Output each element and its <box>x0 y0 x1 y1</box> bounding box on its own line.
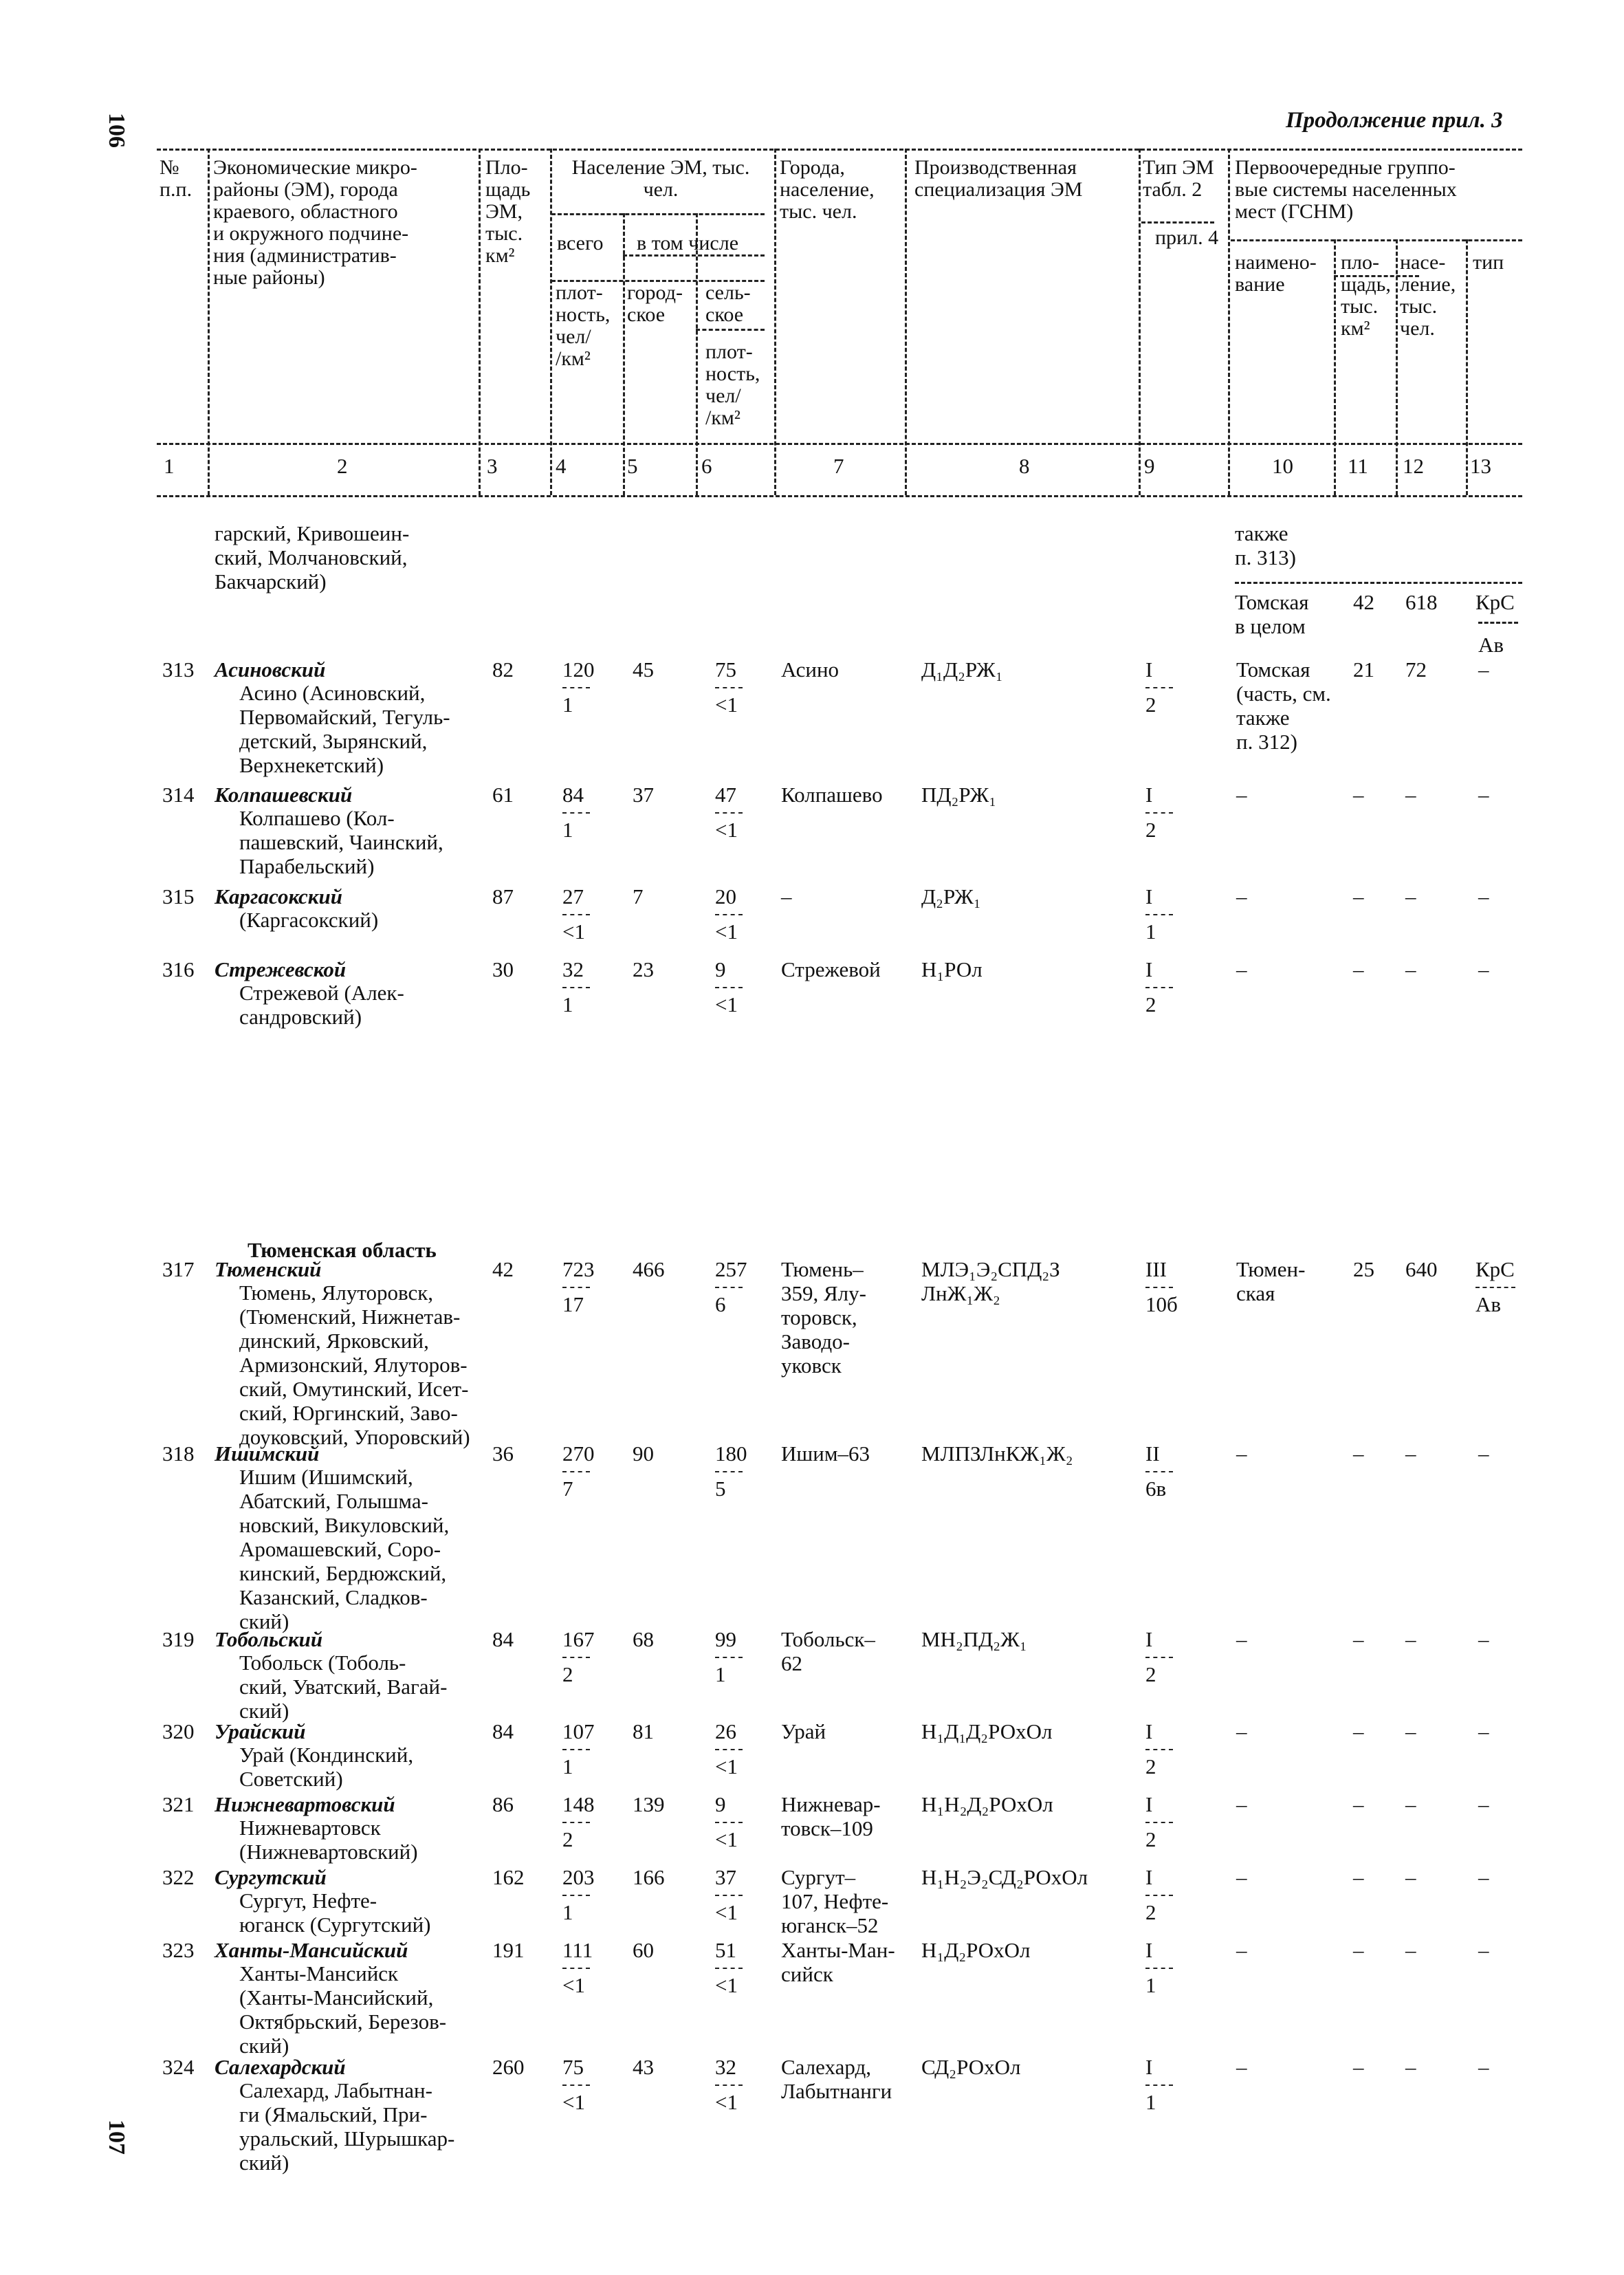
col-num-12: 12 <box>1403 454 1424 478</box>
specialization: ПД₂РЖ₁ <box>921 783 997 807</box>
col-num-1: 1 <box>164 454 175 478</box>
em-type-denominator: 2 <box>1145 693 1156 717</box>
microregion-description: Урай (Кондинский, Советский) <box>239 1743 414 1791</box>
gsnm-name: – <box>1236 884 1247 908</box>
gsnm-population: – <box>1405 1627 1416 1651</box>
cities: Ишим–63 <box>781 1441 870 1466</box>
header-density: плот- ность, чел/ /км² <box>556 281 611 370</box>
em-type-numerator: I <box>1145 1792 1153 1816</box>
gsnm-area: 25 <box>1353 1257 1374 1281</box>
gsnm-name: – <box>1236 1441 1247 1466</box>
em-type <box>1145 1792 1173 1851</box>
microregion-name: Стрежевской <box>215 957 347 981</box>
row-number: 319 <box>162 1627 195 1651</box>
header-gsnm: Первоочередные группо- вые системы населенных мест (ГСНМ) <box>1235 156 1457 223</box>
total-population <box>562 957 590 1016</box>
gsnm-name: – <box>1236 1865 1247 1889</box>
rural-population-numerator: 51 <box>715 1938 736 1962</box>
area: 191 <box>492 1938 525 1962</box>
urban-population: 43 <box>633 2055 654 2079</box>
rural-population-numerator: 257 <box>715 1257 747 1281</box>
cities: Нижневар- товск–109 <box>781 1792 881 1840</box>
header-col-9-bottom: прил. 4 <box>1155 226 1219 249</box>
rural-population-denominator: 6 <box>715 1292 726 1316</box>
rural-population <box>715 1627 743 1686</box>
rural-population <box>715 1938 743 1997</box>
urban-population: 68 <box>633 1627 654 1651</box>
header-col-3: Пло- щадь ЭМ, тыс. км² <box>485 156 531 267</box>
area: 162 <box>492 1865 525 1889</box>
total-population <box>562 884 590 944</box>
total-population-denominator: 1 <box>562 1754 573 1778</box>
gsnm-population: – <box>1405 1441 1416 1466</box>
row-number: 313 <box>162 657 195 682</box>
em-type-denominator: 6в <box>1145 1477 1167 1501</box>
rural-population-denominator: <1 <box>715 992 738 1016</box>
col-num-2: 2 <box>337 454 348 478</box>
rural-population-denominator: <1 <box>715 818 738 842</box>
gsnm-name: – <box>1236 1938 1247 1962</box>
em-type-numerator: I <box>1145 884 1153 908</box>
urban-population: 45 <box>633 657 654 682</box>
em-type <box>1145 1257 1178 1316</box>
total-population-denominator: 1 <box>562 693 573 717</box>
row-number: 322 <box>162 1865 195 1889</box>
gsnm-name: – <box>1236 2055 1247 2079</box>
gsnm-type: – <box>1478 1441 1489 1466</box>
microregion-description: Тобольск (Тоболь- ский, Уватский, Вагай- ский) <box>239 1651 448 1723</box>
microregion-name: Каргасокский <box>215 884 342 908</box>
total-population-denominator: 2 <box>562 1662 573 1686</box>
urban-population: 90 <box>633 1441 654 1466</box>
gsnm-population: 640 <box>1405 1257 1438 1281</box>
area: 87 <box>492 884 514 908</box>
total-population-numerator: 32 <box>562 957 584 981</box>
total-population-denominator: <1 <box>562 1973 585 1997</box>
rural-population-numerator: 47 <box>715 783 736 807</box>
total-population-denominator: 1 <box>562 818 573 842</box>
gsnm-name: – <box>1236 1627 1247 1651</box>
microregion-name: Салехардский <box>215 2055 346 2079</box>
total-population-denominator: 2 <box>562 1827 573 1851</box>
header-col-10: наимено- вание <box>1235 251 1317 296</box>
microregion-description: Салехард, Лабытнан- ги (Ямальский, При- уральский, Шурышкар- ский) <box>239 2078 455 2175</box>
row-number: 320 <box>162 1719 195 1743</box>
urban-population: 466 <box>633 1257 665 1281</box>
urban-population: 60 <box>633 1938 654 1962</box>
em-type-denominator: 2 <box>1145 992 1156 1016</box>
header-col-8: Производственная специализация ЭМ <box>914 156 1083 201</box>
rural-population <box>715 884 743 944</box>
gsnm-population: – <box>1405 957 1416 981</box>
gsnm-type: – <box>1478 1865 1489 1889</box>
total-population-denominator: 1 <box>562 1900 573 1924</box>
em-type-numerator: I <box>1145 657 1153 682</box>
area: 82 <box>492 657 514 682</box>
total-population-numerator: 203 <box>562 1865 595 1889</box>
microregion-description: Ханты-Мансийск (Ханты-Мансийский, Октябрьский, Березов- ский) <box>239 1961 447 2058</box>
cities: Тюмень– 359, Ялу- торовск, Заводо- уковск <box>781 1257 866 1378</box>
rural-population-denominator: <1 <box>715 1827 738 1851</box>
row-number: 317 <box>162 1257 195 1281</box>
total-population-numerator: 84 <box>562 783 584 807</box>
area: 84 <box>492 1719 514 1743</box>
cities: Салехард, Лабытнанги <box>781 2055 892 2103</box>
em-type <box>1145 657 1173 717</box>
total-population <box>562 657 595 717</box>
specialization: СД₂РОхОл <box>921 2055 1021 2079</box>
specialization: Д₂РЖ₁ <box>921 884 981 908</box>
gsnm-area: – <box>1353 2055 1364 2079</box>
gsnm-population: – <box>1405 1865 1416 1889</box>
rural-population-denominator: <1 <box>715 1754 738 1778</box>
cities: Тобольск– 62 <box>781 1627 875 1675</box>
gsnm-area: – <box>1353 1441 1364 1466</box>
total-population <box>562 1719 595 1778</box>
em-type <box>1145 1441 1173 1501</box>
microregion-name: Нижневартовский <box>215 1792 395 1816</box>
row-number: 314 <box>162 783 195 807</box>
header-incl: в том числе <box>637 232 739 254</box>
header-col-2: Экономические микро- районы (ЭМ), города краевого, областного и окружного подчине- ния (административ- ные районы) <box>213 156 417 289</box>
total-population <box>562 1441 595 1501</box>
gsnm-area: 21 <box>1353 657 1374 682</box>
gsnm-reference-313: также п. 313) <box>1235 521 1296 569</box>
specialization: Д₁Д₂РЖ₁ <box>921 657 1003 682</box>
em-type-numerator: I <box>1145 1938 1153 1962</box>
header-col-12: насе- ление, тыс. чел. <box>1400 251 1456 340</box>
em-type <box>1145 884 1173 944</box>
page-number-bottom: 107 <box>104 2120 129 2155</box>
col-num-11: 11 <box>1348 454 1368 478</box>
em-type <box>1145 2055 1173 2114</box>
em-type <box>1145 783 1173 842</box>
area: 30 <box>492 957 514 981</box>
em-type-denominator: 2 <box>1145 1754 1156 1778</box>
total-population-denominator: <1 <box>562 919 585 944</box>
gsnm-type: – <box>1478 2055 1489 2079</box>
rural-population-denominator: <1 <box>715 919 738 944</box>
em-type-numerator: II <box>1145 1441 1160 1466</box>
rural-population-denominator: <1 <box>715 693 738 717</box>
rural-population-denominator: 5 <box>715 1477 726 1501</box>
total-population <box>562 1257 595 1316</box>
col-num-6: 6 <box>701 454 712 478</box>
col-num-7: 7 <box>833 454 844 478</box>
gsnm-type-bottom: Ав <box>1475 1292 1502 1316</box>
em-type-numerator: I <box>1145 957 1153 981</box>
header-rural-density: плот- ность, чел/ /км² <box>705 340 760 429</box>
em-type-numerator: III <box>1145 1257 1167 1281</box>
row-number: 323 <box>162 1938 195 1962</box>
rural-population-numerator: 99 <box>715 1627 736 1651</box>
rural-population <box>715 1792 743 1851</box>
em-type-denominator: 2 <box>1145 1827 1156 1851</box>
microregion-description: Асино (Асиновский, Первомайский, Тегуль- детский, Зырянский, Верхнекетский) <box>239 681 450 777</box>
row-number: 315 <box>162 884 195 908</box>
total-population-numerator: 107 <box>562 1719 595 1743</box>
microregion-name: Урайский <box>215 1719 306 1743</box>
header-col-11: пло- щадь, тыс. км² <box>1341 251 1391 340</box>
gsnm-type: – <box>1478 1938 1489 1962</box>
microregion-description: Тюмень, Ялуторовск, (Тюменский, Нижнетав- динский, Ярковский, Армизонский, Ялуторов- ский, Омутинский, Исет- ский, Юргинский, Заво- доуковский, Упоровский) <box>239 1281 470 1449</box>
gsnm-population: – <box>1405 884 1416 908</box>
gsnm-type-top: КрС <box>1475 1257 1515 1281</box>
microregion-name: Ханты-Мансийский <box>215 1938 408 1962</box>
microregion-name: Тюменский <box>215 1257 322 1281</box>
microregion-description: Сургут, Нефте- юганск (Сургутский) <box>239 1888 431 1937</box>
header-total: всего <box>557 232 604 254</box>
microregion-name: Тобольский <box>215 1627 323 1651</box>
em-type-numerator: I <box>1145 1865 1153 1889</box>
page-number-top: 106 <box>104 113 129 148</box>
gsnm-population: – <box>1405 783 1416 807</box>
rural-population-numerator: 32 <box>715 2055 736 2079</box>
specialization: Н₁Н₂Э₂СД₂РОхОл <box>921 1865 1088 1889</box>
gsnm-name: – <box>1236 1719 1247 1743</box>
microregion-description: (Каргасокский) <box>239 908 379 932</box>
total-population <box>562 783 590 842</box>
total-population <box>562 1865 595 1924</box>
total-population <box>562 1792 595 1851</box>
total-population-numerator: 723 <box>562 1257 595 1281</box>
gsnm-population: – <box>1405 2055 1416 2079</box>
specialization: Н₁Д₂РОхОл <box>921 1938 1031 1962</box>
total-population-denominator: <1 <box>562 2090 585 2114</box>
rural-population-numerator: 75 <box>715 657 736 682</box>
rural-population-denominator: 1 <box>715 1662 726 1686</box>
gsnm-area: – <box>1353 1938 1364 1962</box>
em-type <box>1145 1719 1173 1778</box>
specialization: МЛЭ₁Э₂СПД₂З ЛнЖ₁Ж₂ <box>921 1257 1060 1305</box>
cities: Урай <box>781 1719 826 1743</box>
cities: – <box>781 884 792 908</box>
gsnm-name: – <box>1236 957 1247 981</box>
gsnm-type: – <box>1478 957 1489 981</box>
gsnm-type: – <box>1478 1792 1489 1816</box>
gsnm-area: – <box>1353 1627 1364 1651</box>
urban-population: 37 <box>633 783 654 807</box>
gsnm-total-type-top: КрС <box>1475 590 1515 614</box>
total-population-numerator: 167 <box>562 1627 595 1651</box>
rural-population-numerator: 26 <box>715 1719 736 1743</box>
microregion-description: Ишим (Ишимский, Абатский, Голышма- новский, Викуловский, Аромашевский, Соро- кинский, Бердюжский, Казанский, Сладков- ский) <box>239 1465 450 1633</box>
region-title: Тюменская область <box>248 1238 437 1262</box>
header-col-1: № п.п. <box>160 156 193 201</box>
gsnm-type: – <box>1478 783 1489 807</box>
rural-population-denominator: <1 <box>715 1900 738 1924</box>
em-type <box>1145 1627 1173 1686</box>
em-type-numerator: I <box>1145 1627 1153 1651</box>
urban-population: 81 <box>633 1719 654 1743</box>
row-number: 321 <box>162 1792 195 1816</box>
gsnm-area: – <box>1353 783 1364 807</box>
total-population-numerator: 120 <box>562 657 595 682</box>
gsnm-area: – <box>1353 1792 1364 1816</box>
specialization: Н₁Н₂Д₂РОхОл <box>921 1792 1053 1816</box>
microregion-name: Сургутский <box>215 1865 327 1889</box>
rural-population-denominator: <1 <box>715 1973 738 1997</box>
col-num-10: 10 <box>1272 454 1293 478</box>
total-population <box>562 1938 593 1997</box>
header-col-13: тип <box>1473 251 1504 274</box>
microregion-description: Колпашево (Кол- пашевский, Чаинский, Парабельский) <box>239 806 443 878</box>
gsnm-population: – <box>1405 1792 1416 1816</box>
area: 84 <box>492 1627 514 1651</box>
rural-population <box>715 1441 747 1501</box>
area: 42 <box>492 1257 514 1281</box>
col-num-9: 9 <box>1144 454 1155 478</box>
gsnm-population: – <box>1405 1719 1416 1743</box>
gsnm-name: Тюмен- ская <box>1236 1257 1306 1305</box>
total-population-numerator: 75 <box>562 2055 584 2079</box>
em-type-denominator: 1 <box>1145 2090 1156 2114</box>
gsnm-area: – <box>1353 1719 1364 1743</box>
em-type-denominator: 10б <box>1145 1292 1178 1316</box>
col-num-5: 5 <box>627 454 638 478</box>
gsnm-type: – <box>1478 1719 1489 1743</box>
rural-population-numerator: 9 <box>715 957 726 981</box>
rural-population-numerator: 20 <box>715 884 736 908</box>
specialization: Н₁РОл <box>921 957 983 981</box>
total-population-numerator: 27 <box>562 884 584 908</box>
gsnm-population: – <box>1405 1938 1416 1962</box>
header-col-9-top: Тип ЭМ табл. 2 <box>1143 156 1214 201</box>
urban-population: 23 <box>633 957 654 981</box>
gsnm-area: – <box>1353 957 1364 981</box>
microregion-name: Колпашевский <box>215 783 353 807</box>
gsnm-area: – <box>1353 884 1364 908</box>
gsnm-total-area: 42 <box>1353 590 1374 614</box>
gsnm-type: – <box>1478 1627 1489 1651</box>
em-type-denominator: 2 <box>1145 1900 1156 1924</box>
em-type <box>1145 957 1173 1016</box>
header-col-7: Города, население, тыс. чел. <box>780 156 875 223</box>
rural-population-numerator: 37 <box>715 1865 736 1889</box>
gsnm-type: – <box>1478 884 1489 908</box>
em-type-denominator: 1 <box>1145 1973 1156 1997</box>
microregion-name: Асиновский <box>215 657 326 682</box>
rural-population <box>715 1257 747 1316</box>
row-number: 324 <box>162 2055 195 2079</box>
gsnm-name: – <box>1236 1792 1247 1816</box>
rural-population <box>715 783 743 842</box>
total-population-numerator: 111 <box>562 1938 593 1962</box>
cities: Ханты-Ман- сийск <box>781 1938 895 1986</box>
urban-population: 139 <box>633 1792 665 1816</box>
rural-population <box>715 1865 743 1924</box>
em-type <box>1145 1938 1173 1997</box>
header-urban: город- ское <box>627 281 683 326</box>
specialization: МЛПЗЛнКЖ₁Ж₂ <box>921 1441 1073 1466</box>
em-type-numerator: I <box>1145 2055 1153 2079</box>
em-type-denominator: 2 <box>1145 1662 1156 1686</box>
total-population-denominator: 7 <box>562 1477 573 1501</box>
total-population <box>562 1627 595 1686</box>
area: 260 <box>492 2055 525 2079</box>
total-population <box>562 2055 590 2114</box>
urban-population: 7 <box>633 884 644 908</box>
cities: Колпашево <box>781 783 883 807</box>
cities: Сургут– 107, Нефте- юганск–52 <box>781 1865 889 1937</box>
area: 86 <box>492 1792 514 1816</box>
col-num-4: 4 <box>556 454 567 478</box>
rural-population-denominator: <1 <box>715 2090 738 2114</box>
total-population-numerator: 270 <box>562 1441 595 1466</box>
gsnm-total-type-bottom: Ав <box>1478 633 1504 657</box>
gsnm-name: – <box>1236 783 1247 807</box>
header-population: Население ЭМ, тыс. чел. <box>571 156 750 201</box>
continued-text: гарский, Кривошеин- ский, Молчановский, Бакчарский) <box>215 521 410 594</box>
total-population-denominator: 17 <box>562 1292 584 1316</box>
rural-population <box>715 2055 743 2114</box>
rural-population <box>715 957 743 1016</box>
rural-population-numerator: 180 <box>715 1441 747 1466</box>
gsnm-name: Томская (часть, см. также п. 312) <box>1236 657 1331 754</box>
gsnm-total-name: Томская в целом <box>1235 590 1309 638</box>
em-type-denominator: 1 <box>1145 919 1156 944</box>
cities: Стрежевой <box>781 957 881 981</box>
microregion-name: Ишимский <box>215 1441 320 1466</box>
microregion-description: Стрежевой (Алек- сандровский) <box>239 981 404 1029</box>
em-type-denominator: 2 <box>1145 818 1156 842</box>
rural-population <box>715 657 743 717</box>
em-type <box>1145 1865 1173 1924</box>
specialization: МН₂ПД₂Ж₁ <box>921 1627 1027 1651</box>
col-num-3: 3 <box>487 454 498 478</box>
cities: Асино <box>781 657 840 682</box>
total-population-numerator: 148 <box>562 1792 595 1816</box>
col-num-8: 8 <box>1019 454 1030 478</box>
col-num-13: 13 <box>1470 454 1491 478</box>
urban-population: 166 <box>633 1865 665 1889</box>
area: 61 <box>492 783 514 807</box>
header-rural: сель- ское <box>705 281 751 326</box>
area: 36 <box>492 1441 514 1466</box>
gsnm-type: – <box>1478 657 1489 682</box>
rural-population <box>715 1719 743 1778</box>
microregion-description: Нижневартовск (Нижневартовский) <box>239 1816 418 1864</box>
continuation-note: Продолжение прил. 3 <box>1286 108 1503 133</box>
row-number: 316 <box>162 957 195 981</box>
gsnm-area: – <box>1353 1865 1364 1889</box>
gsnm-type <box>1475 1257 1515 1316</box>
em-type-numerator: I <box>1145 1719 1153 1743</box>
rural-population-numerator: 9 <box>715 1792 726 1816</box>
em-type-numerator: I <box>1145 783 1153 807</box>
specialization: Н₁Д₁Д₂РОхОл <box>921 1719 1053 1743</box>
total-population-denominator: 1 <box>562 992 573 1016</box>
gsnm-population: 72 <box>1405 657 1427 682</box>
row-number: 318 <box>162 1441 195 1466</box>
gsnm-total-pop: 618 <box>1405 590 1438 614</box>
